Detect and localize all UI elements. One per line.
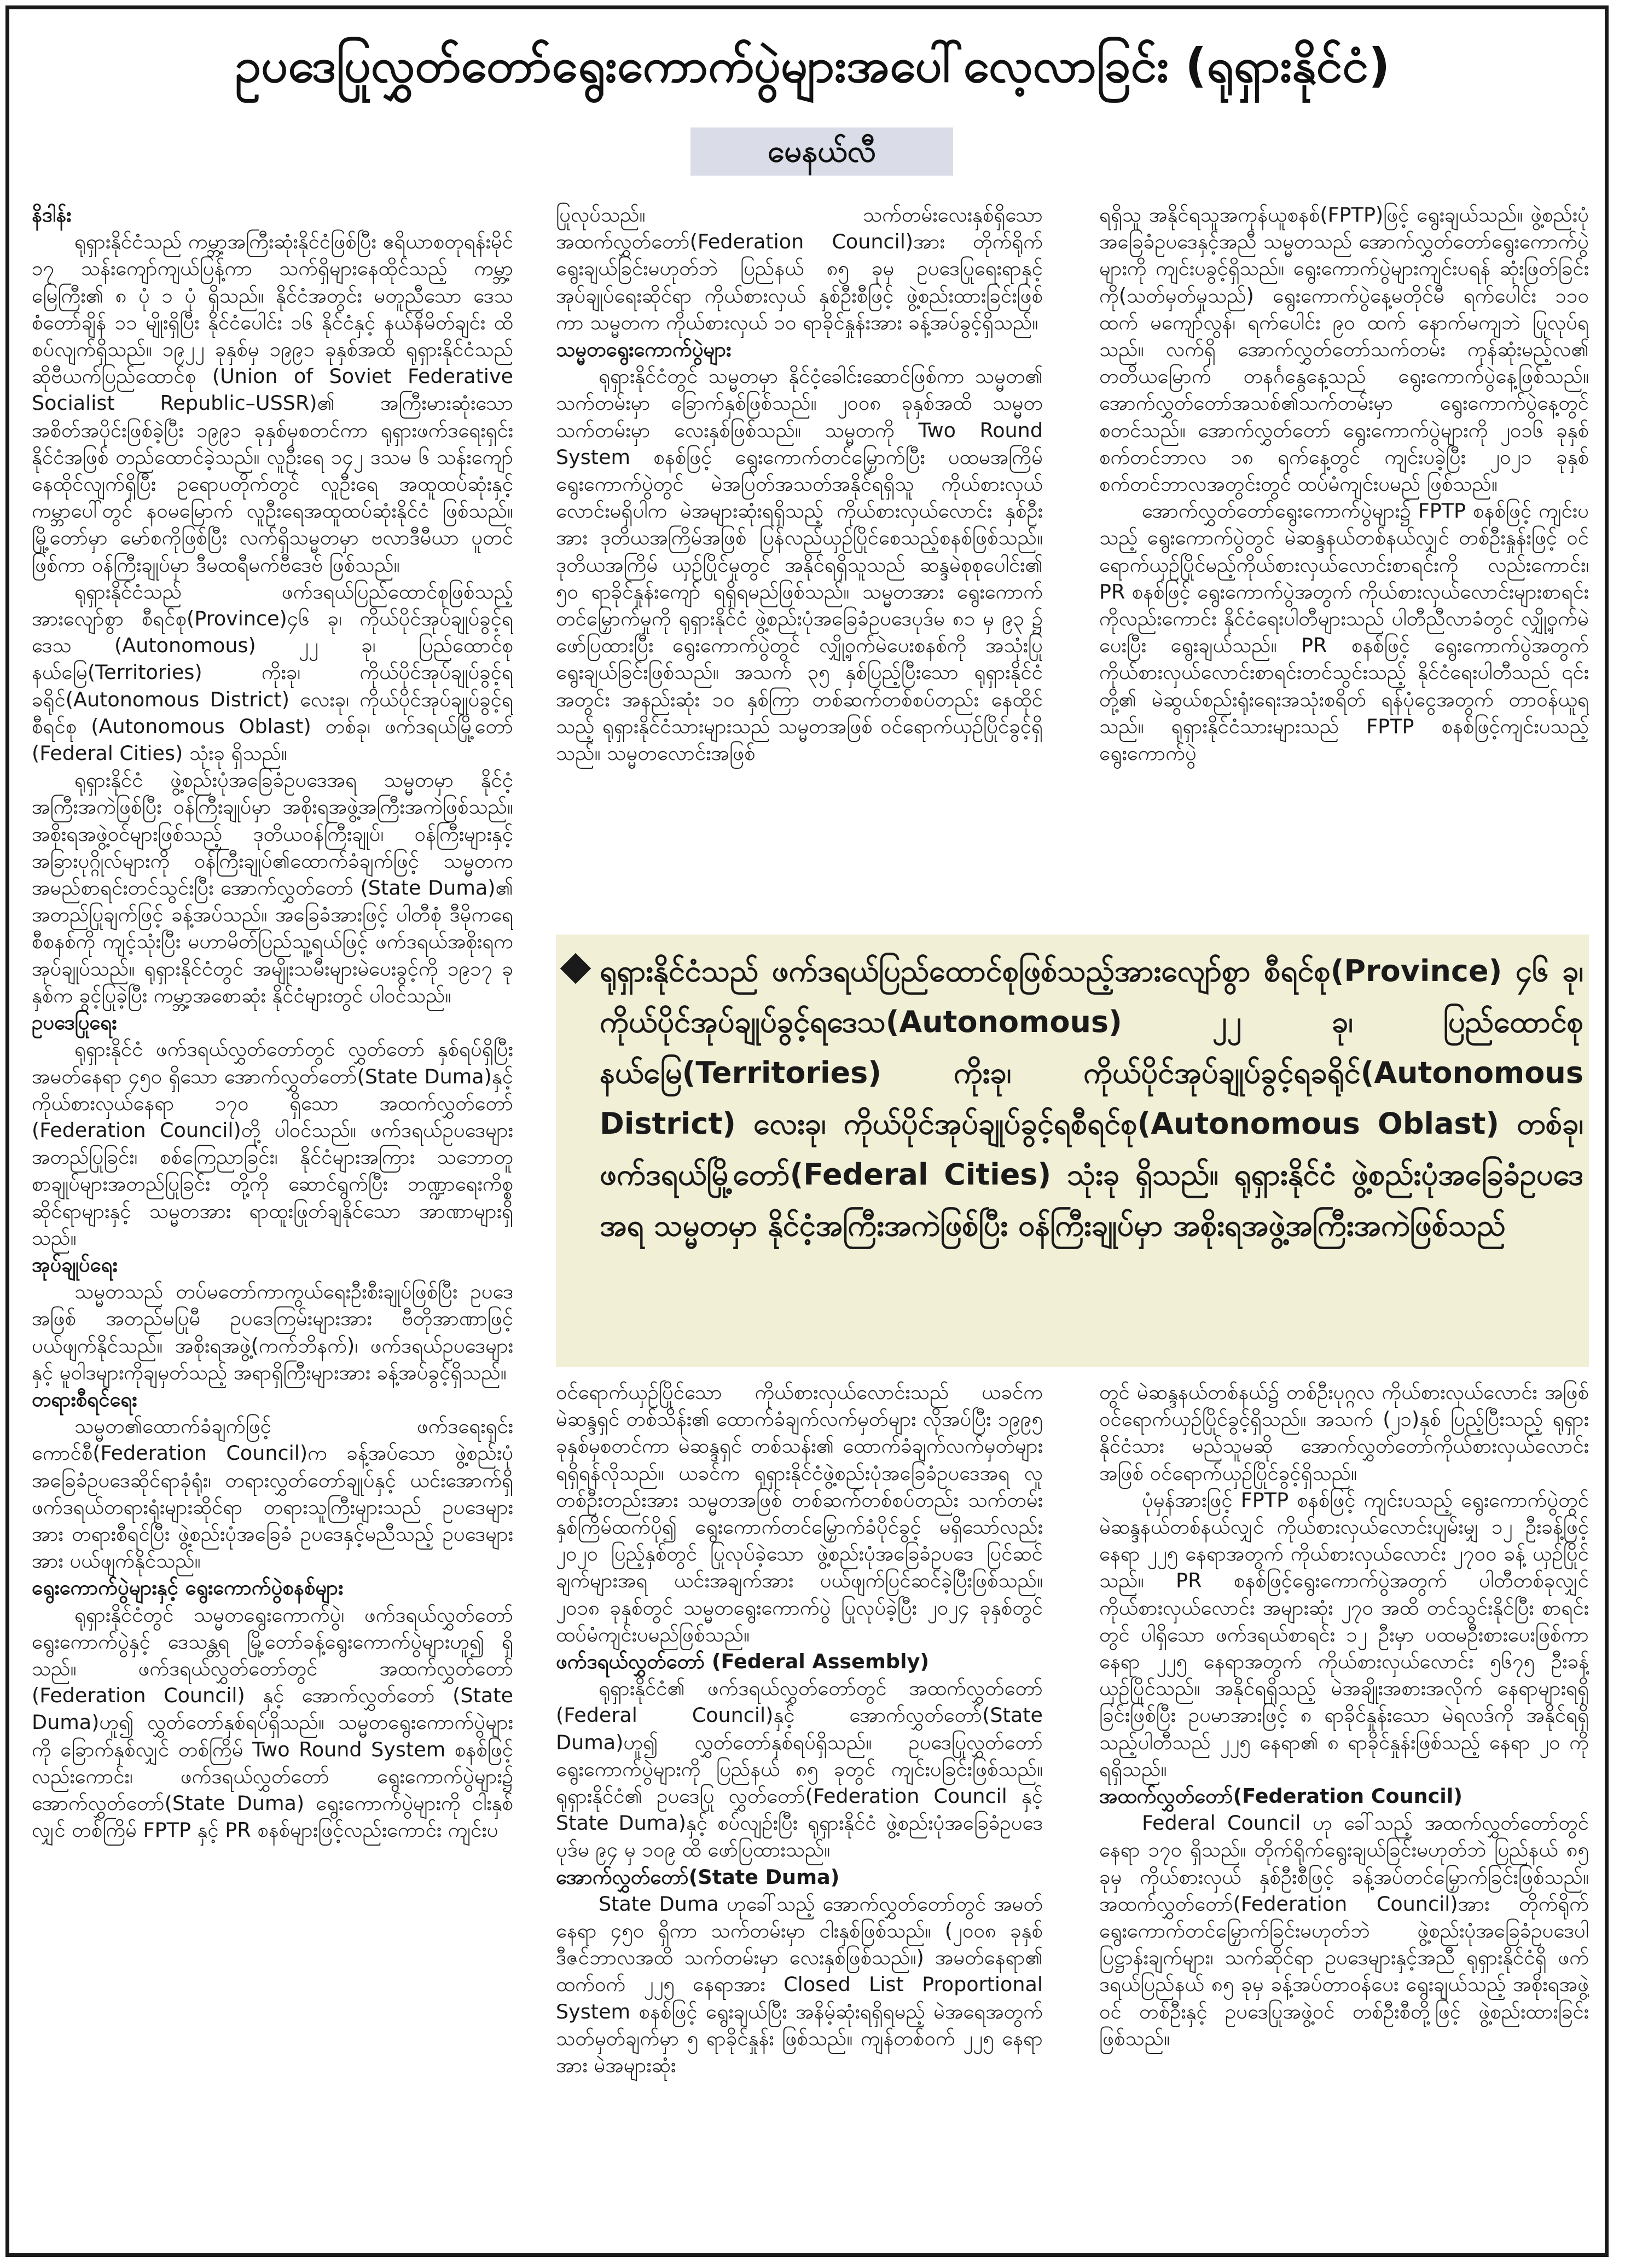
paragraph: ရုရှားနိုင်ငံသည် ကမ္ဘာ့အကြီးဆုံးနိုင်ငံဖြစ်ပြီး ဧရိယာစတုရန်းမိုင် ၁၇ သန်းကျော်ကျယ်ပြန့်ကာ သက်ရှိများနေထိုင်သည့် ကမ္ဘာ့မြေကြီး၏ ၈ ပုံ ၁ ပုံ ရှိသည်။ နိုင်ငံအတွင်း မတူညီသော ဒေသစံတော်ချိန် ၁၁ မျိုးရှိပြီး နိုင်ငံပေါင်း ၁၆ နိုင်ငံနှင့် နယ်နိမိတ်ချင်း ထိစပ်လျက်ရှိသည်။ ၁၉၂၂ ခုနှစ်မှ ၁၉၉၁ ခုနှစ်အထိ ရုရှားနိုင်ငံသည် ဆိုဗီယက်ပြည်ထောင်စု (Union of Soviet Federative Socialist Republic–USSR)၏ အကြီးမားဆုံးသော အစိတ်အပိုင်းဖြစ်ခဲ့ပြီး ၁၉၉၁ ခုနှစ်မှစတင်ကာ ရုရှားဖက်ဒရေးရှင်းနိုင်ငံအဖြစ် တည်ထောင်ခဲ့သည်။ လူဦးရေ ၁၄၂ ဒသမ ၆ သန်းကျော် နေထိုင်လျက်ရှိပြီး ဥရောပတိုက်တွင် လူဦးရေ အထူထပ်ဆုံးနှင့် ကမ္ဘာပေါ်တွင် နဝမမြောက် လူဦးရေအထူထပ်ဆုံးနိုင်ငံ ဖြစ်သည်။ မြို့တော်မှာ မော်စကိုဖြစ်ပြီး လက်ရှိသမ္မတမှာ ဗလာဒီမီယာ ပူတင်ဖြစ်ကာ ဝန်ကြီးချုပ်မှာ ဒီမထရီမက်ဗီဒေဗ် ဖြစ်သည်။ [32,230,513,577]
paragraph: ရုရှားနိုင်ငံတွင် သမ္မတမှာ နိုင်ငံ့ခေါင်းဆောင်ဖြစ်ကာ သမ္မတ၏ သက်တမ်းမှာ ခြောက်နှစ်ဖြစ်သည်။ ၂၀၀၈ ခုနှစ်အထိ သမ္မတသက်တမ်းမှာ လေးနှစ်ဖြစ်သည်။ သမ္မတကို Two Round System စနစ်ဖြင့် ရွေးကောက်တင်မြှောက်ပြီး ပထမအကြိမ် ရွေးကောက်ပွဲတွင် မဲအပြတ်အသတ်အနိုင်ရရှိသူ ကိုယ်စားလှယ်လောင်းမရှိပါက မဲအများဆုံးရရှိသည့် ကိုယ်စားလှယ်လောင်း နှစ်ဦးအား ဒုတိယအကြိမ်အဖြစ် ပြန်လည်ယှဉ်ပြိုင်စေသည့်စနစ်ဖြစ်သည်။ ဒုတိယအကြိမ် ယှဉ်ပြိုင်မှုတွင် အနိုင်ရရှိသူသည် ဆန္ဒမဲစုစုပေါင်း၏ ၅၀ ရာခိုင်နှုန်းကျော် ရရှိရမည်ဖြစ်သည်။ သမ္မတအား ရွေးကောက်တင်မြှောက်မှုကို ရုရှားနိုင်ငံ ဖွဲ့စည်းပုံအခြေခံဥပဒေပုဒ်မ ၈၁ မှ ၉၃ ၌ ဖော်ပြထားပြီး ရွေးကောက်ပွဲတွင် လျှို့ဝှက်မဲပေးစနစ်ကို အသုံးပြုရွေးချယ်ခြင်းဖြစ်သည်။ အသက် ၃၅ နှစ်ပြည့်ပြီးသော ရုရှားနိုင်ငံအတွင်း အနည်းဆုံး ၁၀ နှစ်ကြာ တစ်ဆက်တစ်စပ်တည်း နေထိုင်သည့် ရုရှားနိုင်ငံသားများသည် သမ္မတအဖြစ် ဝင်ရောက်ယှဉ်ပြိုင်ခွင့်ရှိသည်။ သမ္မတလောင်းအဖြစ် [556,364,1043,765]
author-byline: မေနယ်လီ [690,127,953,176]
paragraph: ရုရှားနိုင်ငံ ဖက်ဒရယ်လွှတ်တော်တွင် လွှတ်တော် နှစ်ရပ်ရှိပြီး အမတ်နေရာ ၄၅၀ ရှိသော အောက်လွှတ်တော်(State Duma)နှင့် ကိုယ်စားလှယ်နေရာ ၁၇၀ ရှိသော အထက်လွှတ်တော် (Federation Council)တို့ ပါဝင်သည်။ ဖက်ဒရယ်ဥပဒေများ အတည်ပြုခြင်း၊ စစ်ကြေညာခြင်း၊ နိုင်ငံများအကြား သဘောတူစာချုပ်များအတည်ပြုခြင်း တို့ကို ဆောင်ရွက်ပြီး ဘဏ္ဍာရေးကိစ္စဆိုင်ရာများနှင့် သမ္မတအား ရာထူးဖြုတ်ချနိုင်သော အာဏာများရှိသည်။ [32,1037,513,1250]
diamond-bullet-icon [560,953,591,984]
section-heading-legislature: ဥပဒေပြုရေး [32,1011,117,1035]
column-2-bottom [556,1379,1043,2243]
paragraph: ရုရှားနိုင်ငံ ဖွဲ့စည်းပုံအခြေခံဥပဒေအရ သမ္မတမှာ နိုင်ငံ့အကြီးအကဲဖြစ်ပြီး ဝန်ကြီးချုပ်မှာ အစိုးရအဖွဲ့အကြီးအကဲဖြစ်သည်။ အစိုးရအဖွဲ့ဝင်များဖြစ်သည့် ဒုတိယဝန်ကြီးချုပ်၊ ဝန်ကြီးများနှင့် အခြားပုဂ္ဂိုလ်များကို ဝန်ကြီးချုပ်၏ထောက်ခံချက်ဖြင့် သမ္မတက အမည်စာရင်းတင်သွင်းပြီး အောက်လွှတ်တော် (State Duma)၏ အတည်ပြုချက်ဖြင့် ခန့်အပ်သည်။ အခြေခံအားဖြင့် ပါတီစုံ ဒီမိုကရေစီစနစ်ကို ကျင့်သုံးပြီး မဟာမိတ်ပြည်သူ့ရယ်ဖြင့် ဖက်ဒရယ်အစိုးရက အုပ်ချုပ်သည်။ ရုရှားနိုင်ငံတွင် အမျိုးသမီးများမဲပေးခွင့်ကို ၁၉၁၇ ခုနှစ်က ခွင့်ပြုခဲ့ပြီး ကမ္ဘာ့အစောဆုံး နိုင်ငံများတွင် ပါဝင်သည်။ [32,768,513,1007]
pull-quote-text: ရုရှားနိုင်ငံသည် ဖက်ဒရယ်ပြည်ထောင်စုဖြစ်သည့်အားလျော်စွာ စီရင်စု(Province) ၄၆ ခု၊ ကိုယ်ပိုင်အုပ်ချုပ်ခွင့်ရဒေသ(Autonomous) ၂၂ ခု၊ ပြည်ထောင်စုနယ်မြေ(Territories) ကိုးခု၊ ကိုယ်ပိုင်အုပ်ချုပ်ခွင့်ရခရိုင်(Autonomous District) လေးခု၊ ကိုယ်ပိုင်အုပ်ချုပ်ခွင့်ရစီရင်စု(Autonomous Oblast) တစ်ခု၊ ဖက်ဒရယ်မြို့တော်(Federal Cities) သုံးခု ရှိသည်။ ရုရှားနိုင်ငံ ဖွဲ့စည်းပုံအခြေခံဥပဒေအရ သမ္မတမှာ နိုင်ငံ့အကြီးအကဲဖြစ်ပြီး ဝန်ကြီးချုပ်မှာ အစိုးရအဖွဲ့အကြီးအကဲဖြစ်သည် [600,954,1583,1243]
section-heading-judiciary: တရားစီရင်ရေး [32,1387,137,1411]
paragraph: ရုရှားနိုင်ငံတွင် သမ္မတရွေးကောက်ပွဲ၊ ဖက်ဒရယ်လွှတ်တော် ရွေးကောက်ပွဲနှင့် ဒေသန္တရ မြို့တော်ခန့်ရွေးကောက်ပွဲများဟူ၍ ရှိသည်။ ဖက်ဒရယ်လွှတ်တော်တွင် အထက်လွှတ်တော် (Federation Council) နှင့် အောက်လွှတ်တော် (State Duma)ဟူ၍ လွှတ်တော်နှစ်ရပ်ရှိသည်။ သမ္မတရွေးကောက်ပွဲများကို ခြောက်နှစ်လျှင် တစ်ကြိမ် Two Round System စနစ်ဖြင့်လည်းကောင်း၊ ဖက်ဒရယ်လွှတ်တော် ရွေးကောက်ပွဲများ၌ အောက်လွှတ်တော်(State Duma) ရွေးကောက်ပွဲများကို ငါးနှစ်လျှင် တစ်ကြိမ် FPTP နှင့် PR စနစ်များဖြင့်လည်းကောင်း ကျင်းပ [32,1603,513,1842]
paragraph: ရရှိသူ အနိုင်ရသူအကုန်ယူစနစ်(FPTP)ဖြင့် ရွေးချယ်သည်။ ဖွဲ့စည်းပုံအခြေခံဥပဒေနှင့်အညီ သမ္မတသည် အောက်လွှတ်တော်ရွေးကောက်ပွဲများကို ကျင်းပခွင့်ရှိသည်။ ရွေးကောက်ပွဲများကျင်းပရန် ဆုံးဖြတ်ခြင်းကို(သတ်မှတ်မှုသည်) ရွေးကောက်ပွဲနေ့မတိုင်မီ ရက်ပေါင်း ၁၁၀ ထက် မကျော်လွန်၊ ရက်ပေါင်း ၉၀ ထက် နောက်မကျဘဲ ပြုလုပ်ရသည်။ လက်ရှိ အောက်လွှတ်တော်သက်တမ်း ကုန်ဆုံးမည့်လ၏ တတိယမြောက် တနင်္ဂနွေနေ့သည် ရွေးကောက်ပွဲနေ့ဖြစ်သည်။ အောက်လွှတ်တော်အသစ်၏သက်တမ်းမှာ ရွေးကောက်ပွဲနေ့တွင် စတင်သည်။ အောက်လွှတ်တော် ရွေးကောက်ပွဲများကို ၂၀၁၆ ခုနှစ် စက်တင်ဘာလ ၁၈ ရက်နေ့တွင် ကျင်းပခဲ့ပြီး ၂၀၂၁ ခုနှစ် စက်တင်ဘာလအတွင်းတွင် ထပ်မံကျင်းပမည် ဖြစ်သည်။ [1099,203,1589,496]
section-heading-federation-council: အထက်လွှတ်တော်(Federation Council) [1099,1784,1462,1808]
article-title: ဥပဒေပြုလွှတ်တော်ရွေးကောက်ပွဲများအပေါ်လေ့လာခြင်း (ရုရှားနိုင်ငံ) [235,38,1390,93]
column-1 [32,201,513,2242]
paragraph: ပုံမှန်အားဖြင့် FPTP စနစ်ဖြင့် ကျင်းပသည့် ရွေးကောက်ပွဲတွင် မဲဆန္ဒနယ်တစ်နယ်လျှင် ကိုယ်စားလှယ်လောင်းပျမ်းမျှ ၁၂ ဦးခန့်ဖြင့် နေရာ ၂၂၅ နေရာအတွက် ကိုယ်စားလှယ်လောင်း ၂၇၀၀ ခန့် ယှဉ်ပြိုင်သည်။ PR စနစ်ဖြင့်ရွေးကောက်ပွဲအတွက် ပါတီတစ်ခုလျှင် ကိုယ်စားလှယ်လောင်း အများဆုံး ၂၇၀ အထိ တင်သွင်းနိုင်ပြီး စာရင်းတွင် ပါရှိသော ဖက်ဒရယ်စာရင်း ၁၂ ဦးမှာ ပထမဦးစားပေးဖြစ်ကာ နေရာ ၂၂၅ နေရာအတွက် ကိုယ်စားလှယ်လောင်း ၅၆၇၅ ဦးခန့် ယှဉ်ပြိုင်သည်။ အနိုင်ရရှိသည့် မဲအချိုးအစားအလိုက် နေရာများရရှိခြင်းဖြစ်ပြီး ဥပမာအားဖြင့် ၈ ရာခိုင်နှုန်းသော မဲရလဒ်ကို အနိုင်ရရှိသည့်ပါတီသည် ၂၂၅ နေရာ၏ ၈ ရာခိုင်နှုန်းဖြစ်သည့် နေရာ ၂၀ ကို ရရှိသည်။ [1099,1488,1589,1781]
column-3-bottom [1099,1379,1589,2243]
paragraph: ပြုလုပ်သည်။ သက်တမ်းလေးနှစ်ရှိသော အထက်လွှတ်တော်(Federation Council)အား တိုက်ရိုက်ရွေးချယ်ခြင်းမဟုတ်ဘဲ ပြည်နယ် ၈၅ ခုမှ ဥပဒေပြုရေးရာနှင့် အုပ်ချုပ်ရေးဆိုင်ရာ ကိုယ်စားလှယ် နှစ်ဦးစီဖြင့် ဖွဲ့စည်းထားခြင်းဖြစ်ကာ သမ္မတက ကိုယ်စားလှယ် ၁၀ ရာခိုင်နှုန်းအား ခန့်အပ်ခွင့်ရှိသည်။ [556,203,1043,334]
pull-quote [556,935,1589,1367]
column-2-top [556,201,1043,921]
paragraph: တွင် မဲဆန္ဒနယ်တစ်နယ်၌ တစ်ဦးပုဂ္ဂလ ကိုယ်စားလှယ်လောင်း အဖြစ် ဝင်ရောက်ယှဉ်ပြိုင်ခွင့်ရှိသည်။ အသက် (၂၁)နှစ် ပြည့်ပြီးသည့် ရုရှားနိုင်ငံသား မည်သူမဆို အောက်လွှတ်တော်ကိုယ်စားလှယ်လောင်း အဖြစ် ဝင်ရောက်ယှဉ်ပြိုင်ခွင့်ရှိသည်။ [1099,1380,1589,1485]
paragraph: ဝင်ရောက်ယှဉ်ပြိုင်သော ကိုယ်စားလှယ်လောင်းသည် ယခင်က မဲဆန္ဒရှင် တစ်သိန်း၏ ထောက်ခံချက်လက်မှတ်များ လိုအပ်ပြီး ၁၉၉၅ ခုနှစ်မှစတင်ကာ မဲဆန္ဒရှင် တစ်သန်း၏ ထောက်ခံချက်လက်မှတ်များ ရရှိရန်လိုသည်။ ယခင်က ရုရှားနိုင်ငံဖွဲ့စည်းပုံအခြေခံဥပဒေအရ လူတစ်ဦးတည်းအား သမ္မတအဖြစ် တစ်ဆက်တစ်စပ်တည်း သက်တမ်း နှစ်ကြိမ်ထက်ပို၍ ရွေးကောက်တင်မြှောက်ခံပိုင်ခွင့် မရှိသော်လည်း ၂၀၂၀ ပြည့်နှစ်တွင် ပြုလုပ်ခဲ့သော ဖွဲ့စည်းပုံအခြေခံဥပဒေ ပြင်ဆင်ချက်များအရ ယင်းအချက်အား ပယ်ဖျက်ပြင်ဆင်ခဲ့ပြီးဖြစ်သည်။ ၂၀၁၈ ခုနှစ်တွင် သမ္မတရွေးကောက်ပွဲ ပြုလုပ်ခဲ့ပြီး ၂၀၂၄ ခုနှစ်တွင် ထပ်မံကျင်းပမည်ဖြစ်သည်။ [556,1380,1043,1646]
paragraph: Federal Council ဟု ခေါ်သည့် အထက်လွှတ်တော်တွင် နေရာ ၁၇၀ ရှိသည်။ တိုက်ရိုက်ရွေးချယ်ခြင်းမဟုတ်ဘဲ ပြည်နယ် ၈၅ ခုမှ ကိုယ်စားလှယ် နှစ်ဦးစီဖြင့် ခန့်အပ်တင်မြှောက်ခြင်းဖြစ်သည်။ အထက်လွှတ်တော်(Federation Council)အား တိုက်ရိုက် ရွေးကောက်တင်မြှောက်ခြင်းမဟုတ်ဘဲ ဖွဲ့စည်းပုံအခြေခံဥပဒေပါ ပြဋ္ဌာန်းချက်များ၊ သက်ဆိုင်ရာ ဥပဒေများနှင့်အညီ ရုရှားနိုင်ငံရှိ ဖက်ဒရယ်ပြည်နယ် ၈၅ ခုမှ ခန့်အပ်တာဝန်ပေး ရွေးချယ်သည့် အစိုးရအဖွဲ့ဝင် တစ်ဦးနှင့် ဥပဒေပြုအဖွဲ့ဝင် တစ်ဦးစီတို့ဖြင့် ဖွဲ့စည်းထားခြင်းဖြစ်သည်။ [1099,1811,1589,2050]
section-heading-elections: ရွေးကောက်ပွဲများနှင့် ရွေးကောက်ပွဲစနစ်များ [32,1576,344,1600]
paragraph: State Duma ဟုခေါ်သည့် အောက်လွှတ်တော်တွင် အမတ်နေရာ ၄၅၀ ရှိကာ သက်တမ်းမှာ ငါးနှစ်ဖြစ်သည်။ (၂၀၀၈ ခုနှစ် ဒီဇင်ဘာလအထိ သက်တမ်းမှာ လေးနှစ်ဖြစ်သည်။) အမတ်နေရာ၏ ထက်ဝက် ၂၂၅ နေရာအား Closed List Proportional System စနစ်ဖြင့် ရွေးချယ်ပြီး အနိမ့်ဆုံးရရှိရမည့် မဲအရေအတွက် သတ်မှတ်ချက်မှာ ၅ ရာခိုင်နှုန်း ဖြစ်သည်။ ကျန်တစ်ဝက် ၂၂၅ နေရာအား မဲအများဆုံး [556,1892,1043,2078]
section-heading-executive: အုပ်ချုပ်ရေး [32,1252,118,1277]
section-heading-federal-assembly: ဖက်ဒရယ်လွှတ်တော် (Federal Assembly) [556,1650,930,1674]
section-heading-presidential-elections: သမ္မတရွေးကောက်ပွဲများ [556,338,732,362]
section-heading-intro: နိဒါန်း [32,203,72,227]
paragraph: သမ္မတ၏ထောက်ခံချက်ဖြင့် ဖက်ဒရေးရှင်းကောင်စီ(Federation Council)က ခန့်အပ်သော ဖွဲ့စည်းပုံအခြေခံဥပဒေဆိုင်ရာခုံရုံး၊ တရားလွှတ်တော်ချုပ်နှင့် ယင်းအောက်ရှိ ဖက်ဒရယ်တရားရုံးများဆိုင်ရာ တရားသူကြီးများသည် ဥပဒေများအား တရားစီရင်ပြီး ဖွဲ့စည်းပုံအခြေခံ ဥပဒေနှင့်မညီသည့် ဥပဒေများအား ပယ်ဖျက်နိုင်သည်။ [32,1414,513,1573]
paragraph: အောက်လွှတ်တော်ရွေးကောက်ပွဲများ၌ FPTP စနစ်ဖြင့် ကျင်းပသည့် ရွေးကောက်ပွဲတွင် မဲဆန္ဒနယ်တစ်နယ်လျှင် တစ်ဦးနှုန်းဖြင့် ဝင်ရောက်ယှဉ်ပြိုင်မည့်ကိုယ်စားလှယ်လောင်းစာရင်းကို လည်းကောင်း၊ PR စနစ်ဖြင့် ရွေးကောက်ပွဲအတွက် ကိုယ်စားလှယ်လောင်းများစာရင်းကိုလည်းကောင်း နိုင်ငံရေးပါတီများသည် ပါတီညီလာခံတွင် လျှို့ဝှက်မဲပေးပြီး ရွေးချယ်သည်။ PR စနစ်ဖြင့် ရွေးကောက်ပွဲအတွက် ကိုယ်စားလှယ်လောင်းစာရင်းတင်သွင်းသည့် နိုင်ငံရေးပါတီသည် ၎င်းတို့၏ မဲဆွယ်စည်းရုံးရေးအသုံးစရိတ် ရန်ပုံငွေအတွက် တာဝန်ယူရသည်။ ရုရှားနိုင်ငံသားများသည် FPTP စနစ်ဖြင့်ကျင်းပသည့် ရွေးကောက်ပွဲ [1099,499,1589,765]
section-heading-state-duma: အောက်လွှတ်တော်(State Duma) [556,1865,840,1889]
paragraph: ရုရှားနိုင်ငံသည် ဖက်ဒရယ်ပြည်ထောင်စုဖြစ်သည့် အားလျော်စွာ စီရင်စု(Province)၄၆ ခု၊ ကိုယ်ပိုင်အုပ်ချုပ်ခွင့်ရဒေသ (Autonomous) ၂၂ ခု၊ ပြည်ထောင်စုနယ်မြေ(Territories) ကိုးခု၊ ကိုယ်ပိုင်အုပ်ချုပ်ခွင့်ရ ခရိုင်(Autonomous District) လေးခု၊ ကိုယ်ပိုင်အုပ်ချုပ်ခွင့်ရစီရင်စု (Autonomous Oblast) တစ်ခု၊ ဖက်ဒရယ်မြို့တော် (Federal Cities) သုံးခု ရှိသည်။ [32,579,513,765]
column-3-top [1099,201,1589,921]
paragraph: သမ္မတသည် တပ်မတော်ကာကွယ်ရေးဦးစီးချုပ်ဖြစ်ပြီး ဥပဒေအဖြစ် အတည်မပြုမီ ဥပဒေကြမ်းများအား ဗီတိုအာဏာဖြင့် ပယ်ဖျက်နိုင်သည်။ အစိုးရအဖွဲ့(ကက်ဘိနက်)၊ ဖက်ဒရယ်ဥပဒေများနှင့် မူဝါဒများကိုချမှတ်သည့် အရာရှိကြီးများအား ခန့်အပ်ခွင့်ရှိသည်။ [32,1280,513,1384]
paragraph: ရုရှားနိုင်ငံ၏ ဖက်ဒရယ်လွှတ်တော်တွင် အထက်လွှတ်တော် (Federal Council)နှင့် အောက်လွှတ်တော်(State Duma)ဟူ၍ လွှတ်တော်နှစ်ရပ်ရှိသည်။ ဥပဒေပြုလွှတ်တော် ရွေးကောက်ပွဲများကို ပြည်နယ် ၈၅ ခုတွင် ကျင်းပခြင်းဖြစ်သည်။ ရုရှားနိုင်ငံ၏ ဥပဒေပြု လွှတ်တော်(Federation Council နှင့် State Duma)နှင့် စပ်လျဉ်းပြီး ရုရှားနိုင်ငံ ဖွဲ့စည်းပုံအခြေခံဥပဒေပုဒ်မ ၉၄ မှ ၁၀၉ ထိ ဖော်ပြထားသည်။ [556,1677,1043,1862]
